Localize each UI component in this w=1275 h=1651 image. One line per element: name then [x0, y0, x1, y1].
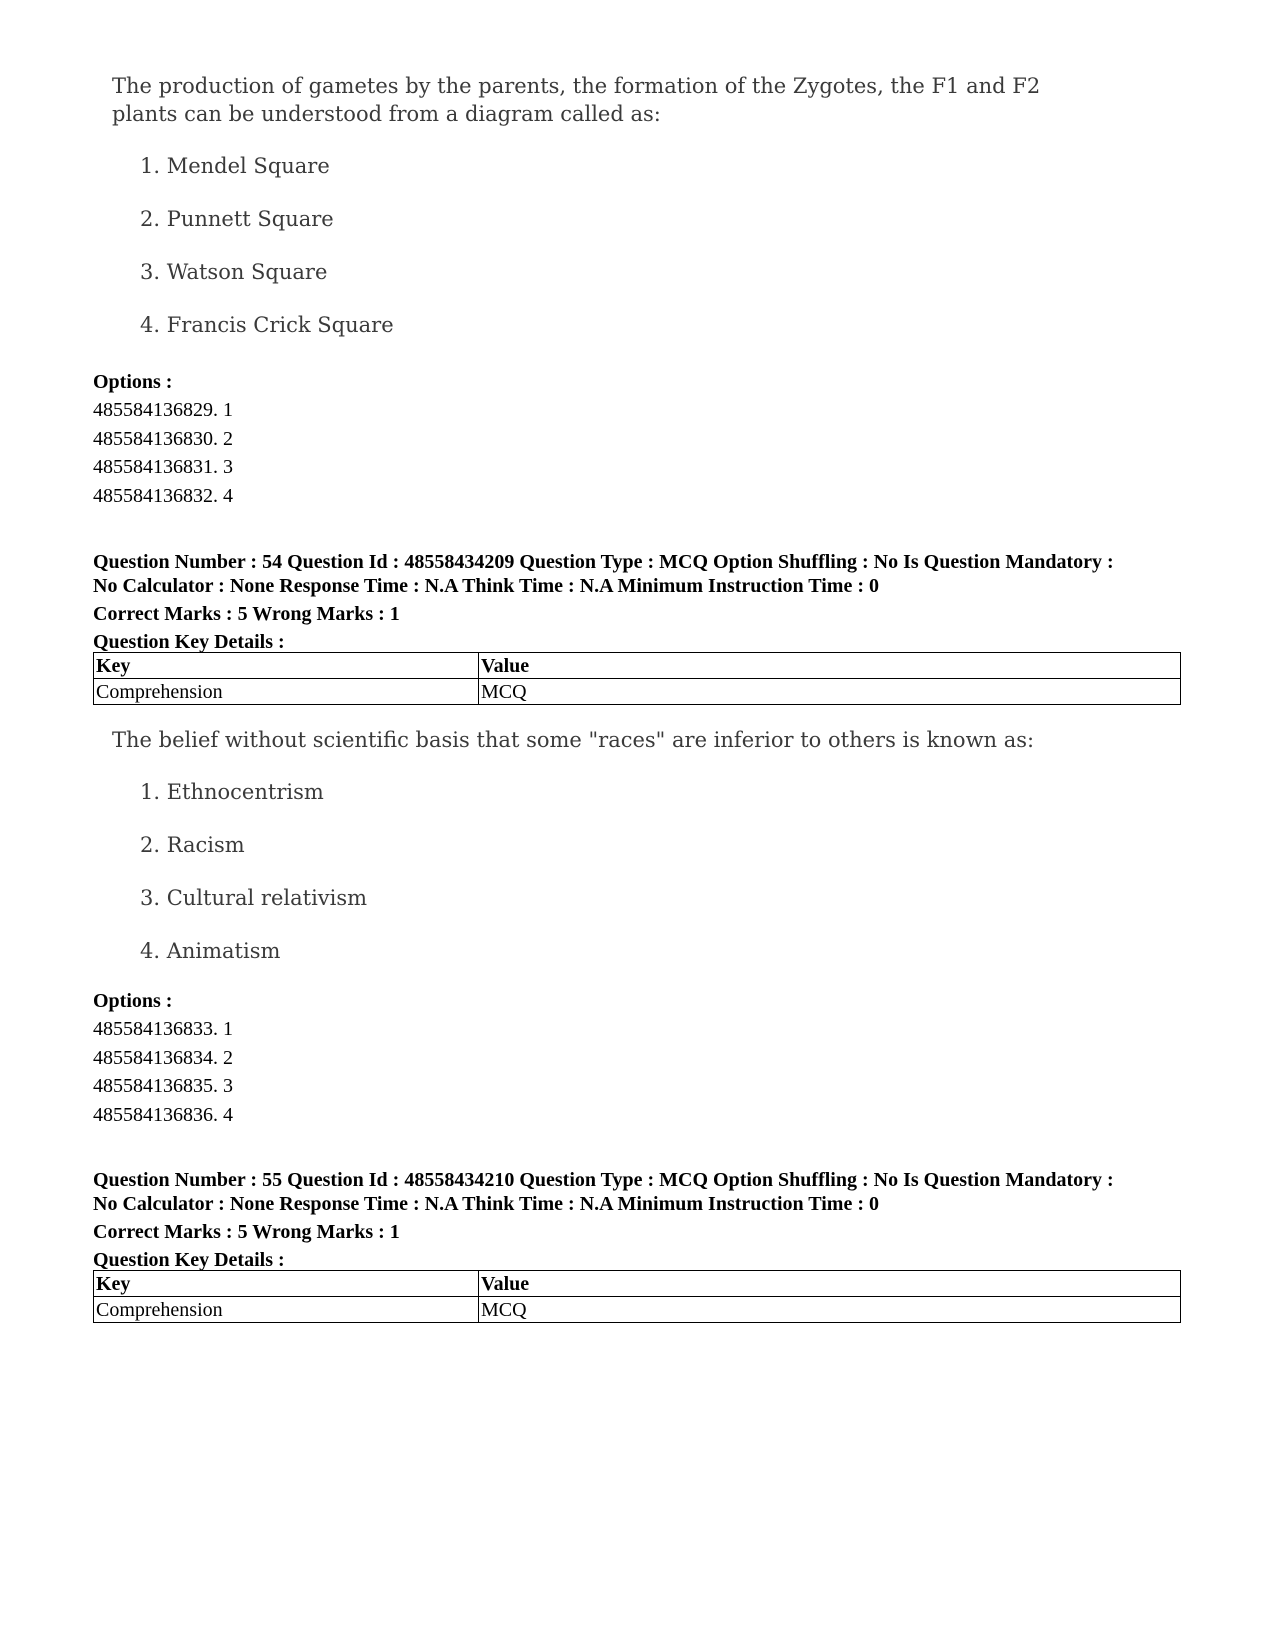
- question-meta-line: No Calculator : None Response Time : N.A Think Time : N.A Minimum Instruction Time : 0: [93, 1193, 879, 1215]
- question-55-key-table: [93, 1270, 1181, 1323]
- question-meta-line: Question Number : 55 Question Id : 48558434210 Question Type : MCQ Option Shuffling : No Is Question Mandatory :: [93, 1169, 1114, 1191]
- choice-item: 1. Ethnocentrism: [140, 780, 324, 804]
- choice-item: 1. Mendel Square: [140, 154, 330, 178]
- question-meta-line: Question Number : 54 Question Id : 48558434209 Question Type : MCQ Option Shuffling : No Is Question Mandatory :: [93, 551, 1114, 573]
- question-key-details-label: Question Key Details :: [93, 631, 285, 653]
- question-55-header: [93, 1168, 1183, 1272]
- question-53-options: [93, 368, 1183, 510]
- table-row: [94, 1297, 1181, 1323]
- table-header-cell: Value: [479, 1271, 1181, 1297]
- question-54-options: [93, 987, 1183, 1129]
- option-line: 485584136835. 3: [93, 1075, 233, 1097]
- choice-item: 4. Animatism: [140, 939, 281, 963]
- question-marks: Correct Marks : 5 Wrong Marks : 1: [93, 603, 400, 625]
- question-54-image: [112, 726, 1092, 963]
- option-line: 485584136833. 1: [93, 1018, 233, 1040]
- option-line: 485584136834. 2: [93, 1046, 233, 1069]
- question-53-text: The production of gametes by the parents, the formation of the Zygotes, the F1 and F2 plants can be understood from a diagram called as:: [112, 74, 1041, 126]
- option-line: 485584136829. 1: [93, 399, 233, 421]
- question-53-image: [112, 72, 1092, 337]
- options-label: Options :: [93, 990, 173, 1012]
- table-cell: MCQ: [479, 679, 1181, 705]
- table-header-cell: Value: [479, 653, 1181, 679]
- table-header-cell: Key: [94, 653, 479, 679]
- table-cell: MCQ: [479, 1297, 1181, 1323]
- table-header-cell: Key: [94, 1271, 479, 1297]
- question-meta-line: No Calculator : None Response Time : N.A Think Time : N.A Minimum Instruction Time : 0: [93, 575, 879, 597]
- table-cell: Comprehension: [94, 679, 479, 705]
- option-line: 485584136830. 2: [93, 427, 233, 450]
- option-line: 485584136836. 4: [93, 1103, 233, 1126]
- question-54-key-table: [93, 652, 1181, 705]
- question-marks: Correct Marks : 5 Wrong Marks : 1: [93, 1221, 400, 1243]
- options-label: Options :: [93, 371, 173, 393]
- table-header-row: [94, 1271, 1181, 1297]
- choice-item: 3. Cultural relativism: [140, 886, 368, 910]
- table-row: [94, 679, 1181, 705]
- choice-item: 2. Punnett Square: [140, 207, 334, 231]
- option-line: 485584136832. 4: [93, 484, 233, 507]
- question-54-header: [93, 550, 1183, 654]
- question-key-details-label: Question Key Details :: [93, 1249, 285, 1271]
- choice-item: 2. Racism: [140, 833, 245, 857]
- choice-item: 3. Watson Square: [140, 260, 328, 284]
- table-header-row: [94, 653, 1181, 679]
- choice-item: 4. Francis Crick Square: [140, 313, 394, 337]
- question-54-text: The belief without scientific basis that some "races" are inferior to others is known as:: [112, 728, 1035, 752]
- option-line: 485584136831. 3: [93, 456, 233, 478]
- table-cell: Comprehension: [94, 1297, 479, 1323]
